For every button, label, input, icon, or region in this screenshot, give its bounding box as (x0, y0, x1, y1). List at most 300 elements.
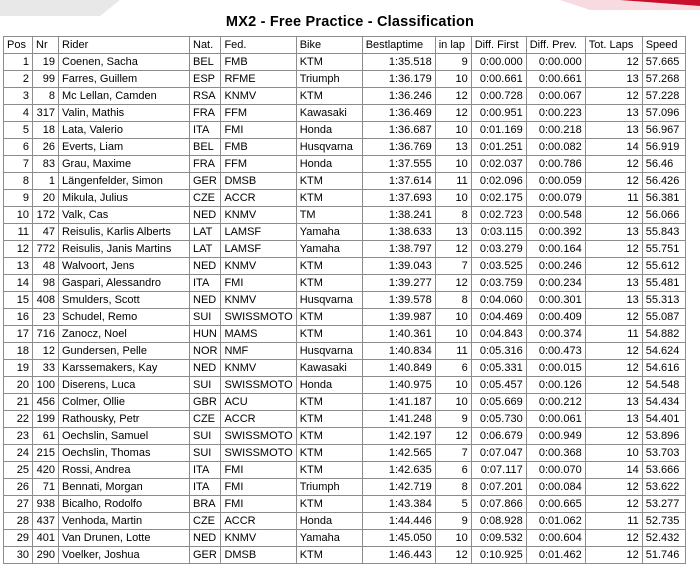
nat-cell: NOR (190, 343, 221, 360)
header-pos: Pos (4, 37, 33, 54)
nr-cell: 317 (33, 105, 59, 122)
fed-cell: KNMV (221, 292, 296, 309)
in-lap-cell: 12 (435, 241, 471, 258)
in-lap-cell: 12 (435, 547, 471, 564)
diff-prev-cell: 0:00.000 (526, 54, 585, 71)
pos-cell: 11 (4, 224, 33, 241)
in-lap-cell: 7 (435, 445, 471, 462)
tot-laps-cell: 14 (585, 462, 642, 479)
nr-cell: 100 (33, 377, 59, 394)
diff-first-cell: 0:07.201 (471, 479, 526, 496)
diff-prev-cell: 0:01.462 (526, 547, 585, 564)
table-row (4, 479, 686, 496)
in-lap-cell: 11 (435, 343, 471, 360)
speed-cell: 54.624 (642, 343, 685, 360)
nr-cell: 18 (33, 122, 59, 139)
diff-prev-cell: 0:00.548 (526, 207, 585, 224)
diff-first-cell: 0:05.457 (471, 377, 526, 394)
tot-laps-cell: 12 (585, 343, 642, 360)
diff-first-cell: 0:07.866 (471, 496, 526, 513)
fed-cell: DMSB (221, 547, 296, 564)
tot-laps-cell: 12 (585, 207, 642, 224)
table-row (4, 309, 686, 326)
fed-cell: FFM (221, 105, 296, 122)
speed-cell: 55.843 (642, 224, 685, 241)
table-row (4, 360, 686, 377)
nat-cell: SUI (190, 377, 221, 394)
page-title: MX2 - Free Practice - Classification (225, 14, 475, 30)
nr-cell: 172 (33, 207, 59, 224)
speed-cell: 56.919 (642, 139, 685, 156)
diff-first-cell: 0:07.117 (471, 462, 526, 479)
fed-cell: FMI (221, 479, 296, 496)
tot-laps-cell: 12 (585, 241, 642, 258)
fed-cell: DMSB (221, 173, 296, 190)
nat-cell: CZE (190, 411, 221, 428)
diff-prev-cell: 0:00.082 (526, 139, 585, 156)
speed-cell: 51.746 (642, 547, 685, 564)
rider-cell: Karssemakers, Kay (59, 360, 190, 377)
rider-cell: Colmer, Ollie (59, 394, 190, 411)
fed-cell: SWISSMOTO (221, 309, 296, 326)
table-row (4, 326, 686, 343)
in-lap-cell: 10 (435, 156, 471, 173)
bestlaptime-cell: 1:37.555 (362, 156, 435, 173)
bestlaptime-cell: 1:35.518 (362, 54, 435, 71)
bestlaptime-cell: 1:39.043 (362, 258, 435, 275)
in-lap-cell: 12 (435, 428, 471, 445)
bestlaptime-cell: 1:43.384 (362, 496, 435, 513)
in-lap-cell: 10 (435, 394, 471, 411)
tot-laps-cell: 12 (585, 173, 642, 190)
table-row (4, 207, 686, 224)
bike-cell: KTM (296, 411, 362, 428)
bike-cell: KTM (296, 54, 362, 71)
table-row (4, 258, 686, 275)
bike-cell: Honda (296, 377, 362, 394)
diff-prev-cell: 0:00.368 (526, 445, 585, 462)
nr-cell: 48 (33, 258, 59, 275)
fed-cell: KNMV (221, 360, 296, 377)
nat-cell: ITA (190, 122, 221, 139)
pos-cell: 27 (4, 496, 33, 513)
header-speed: Speed (642, 37, 685, 54)
table-row (4, 139, 686, 156)
diff-prev-cell: 0:00.949 (526, 428, 585, 445)
nat-cell: ITA (190, 479, 221, 496)
speed-cell: 53.896 (642, 428, 685, 445)
nr-cell: 1 (33, 173, 59, 190)
rider-cell: Grau, Maxime (59, 156, 190, 173)
pos-cell: 1 (4, 54, 33, 71)
speed-cell: 52.432 (642, 530, 685, 547)
in-lap-cell: 9 (435, 513, 471, 530)
tot-laps-cell: 12 (585, 496, 642, 513)
tot-laps-cell: 13 (585, 105, 642, 122)
rider-cell: Zanocz, Noel (59, 326, 190, 343)
table-body (4, 54, 686, 564)
nat-cell: NED (190, 292, 221, 309)
header-diff-first: Diff. First (471, 37, 526, 54)
speed-cell: 56.426 (642, 173, 685, 190)
tot-laps-cell: 14 (585, 139, 642, 156)
rider-cell: Walvoort, Jens (59, 258, 190, 275)
fed-cell: SWISSMOTO (221, 377, 296, 394)
rider-cell: Smulders, Scott (59, 292, 190, 309)
in-lap-cell: 10 (435, 71, 471, 88)
nat-cell: BEL (190, 139, 221, 156)
table-row (4, 105, 686, 122)
fed-cell: FMB (221, 54, 296, 71)
bike-cell: KTM (296, 547, 362, 564)
tot-laps-cell: 12 (585, 309, 642, 326)
rider-cell: Valk, Cas (59, 207, 190, 224)
bestlaptime-cell: 1:46.443 (362, 547, 435, 564)
diff-prev-cell: 0:00.473 (526, 343, 585, 360)
in-lap-cell: 6 (435, 360, 471, 377)
in-lap-cell: 13 (435, 139, 471, 156)
rider-cell: Diserens, Luca (59, 377, 190, 394)
diff-first-cell: 0:06.679 (471, 428, 526, 445)
rider-cell: Everts, Liam (59, 139, 190, 156)
diff-first-cell: 0:07.047 (471, 445, 526, 462)
nat-cell: ESP (190, 71, 221, 88)
nr-cell: 33 (33, 360, 59, 377)
table-row (4, 122, 686, 139)
tot-laps-cell: 12 (585, 258, 642, 275)
pos-cell: 13 (4, 258, 33, 275)
nat-cell: LAT (190, 241, 221, 258)
rider-cell: Van Drunen, Lotte (59, 530, 190, 547)
diff-prev-cell: 0:00.126 (526, 377, 585, 394)
tot-laps-cell: 12 (585, 547, 642, 564)
speed-cell: 53.703 (642, 445, 685, 462)
nr-cell: 437 (33, 513, 59, 530)
table-row (4, 462, 686, 479)
bestlaptime-cell: 1:39.578 (362, 292, 435, 309)
diff-first-cell: 0:05.316 (471, 343, 526, 360)
nr-cell: 61 (33, 428, 59, 445)
diff-prev-cell: 0:00.061 (526, 411, 585, 428)
table-row (4, 394, 686, 411)
nr-cell: 71 (33, 479, 59, 496)
diff-prev-cell: 0:00.218 (526, 122, 585, 139)
nat-cell: GBR (190, 394, 221, 411)
pos-cell: 16 (4, 309, 33, 326)
nr-cell: 215 (33, 445, 59, 462)
bike-cell: Kawasaki (296, 360, 362, 377)
nat-cell: NED (190, 530, 221, 547)
fed-cell: KNMV (221, 258, 296, 275)
pos-cell: 7 (4, 156, 33, 173)
tot-laps-cell: 11 (585, 513, 642, 530)
table-row (4, 275, 686, 292)
rider-cell: Mikula, Julius (59, 190, 190, 207)
nr-cell: 26 (33, 139, 59, 156)
nr-cell: 716 (33, 326, 59, 343)
pos-cell: 23 (4, 428, 33, 445)
rider-cell: Reisulis, Karlis Alberts (59, 224, 190, 241)
bestlaptime-cell: 1:38.797 (362, 241, 435, 258)
speed-cell: 56.066 (642, 207, 685, 224)
bestlaptime-cell: 1:44.446 (362, 513, 435, 530)
diff-first-cell: 0:04.060 (471, 292, 526, 309)
table-row (4, 88, 686, 105)
nat-cell: LAT (190, 224, 221, 241)
pos-cell: 18 (4, 343, 33, 360)
diff-prev-cell: 0:00.084 (526, 479, 585, 496)
diff-prev-cell: 0:00.070 (526, 462, 585, 479)
diff-first-cell: 0:02.037 (471, 156, 526, 173)
bestlaptime-cell: 1:40.361 (362, 326, 435, 343)
bestlaptime-cell: 1:40.975 (362, 377, 435, 394)
bike-cell: Triumph (296, 71, 362, 88)
table-row (4, 173, 686, 190)
rider-cell: Oechslin, Samuel (59, 428, 190, 445)
diff-prev-cell: 0:00.374 (526, 326, 585, 343)
bestlaptime-cell: 1:42.635 (362, 462, 435, 479)
diff-prev-cell: 0:00.786 (526, 156, 585, 173)
speed-cell: 53.277 (642, 496, 685, 513)
fed-cell: ACCR (221, 411, 296, 428)
diff-prev-cell: 0:00.164 (526, 241, 585, 258)
bike-cell: Honda (296, 513, 362, 530)
table-row (4, 241, 686, 258)
table-row (4, 224, 686, 241)
rider-cell: Gundersen, Pelle (59, 343, 190, 360)
fed-cell: KNMV (221, 530, 296, 547)
speed-cell: 55.313 (642, 292, 685, 309)
nat-cell: HUN (190, 326, 221, 343)
diff-first-cell: 0:00.661 (471, 71, 526, 88)
in-lap-cell: 10 (435, 326, 471, 343)
table-row (4, 156, 686, 173)
speed-cell: 55.751 (642, 241, 685, 258)
nat-cell: NED (190, 258, 221, 275)
tot-laps-cell: 13 (585, 411, 642, 428)
in-lap-cell: 10 (435, 377, 471, 394)
bestlaptime-cell: 1:42.197 (362, 428, 435, 445)
nr-cell: 83 (33, 156, 59, 173)
speed-cell: 56.46 (642, 156, 685, 173)
bestlaptime-cell: 1:36.179 (362, 71, 435, 88)
table-row (4, 513, 686, 530)
speed-cell: 57.665 (642, 54, 685, 71)
diff-first-cell: 0:03.525 (471, 258, 526, 275)
rider-cell: Mc Lellan, Camden (59, 88, 190, 105)
in-lap-cell: 12 (435, 88, 471, 105)
nr-cell: 408 (33, 292, 59, 309)
pos-cell: 25 (4, 462, 33, 479)
pos-cell: 28 (4, 513, 33, 530)
bestlaptime-cell: 1:38.241 (362, 207, 435, 224)
pos-cell: 9 (4, 190, 33, 207)
diff-prev-cell: 0:00.392 (526, 224, 585, 241)
rider-cell: Reisulis, Janis Martins (59, 241, 190, 258)
speed-cell: 54.616 (642, 360, 685, 377)
table-row (4, 445, 686, 462)
bike-cell: KTM (296, 445, 362, 462)
header-bike: Bike (296, 37, 362, 54)
fed-cell: SWISSMOTO (221, 445, 296, 462)
tot-laps-cell: 12 (585, 156, 642, 173)
bestlaptime-cell: 1:42.719 (362, 479, 435, 496)
diff-prev-cell: 0:00.234 (526, 275, 585, 292)
rider-cell: Voelker, Joshua (59, 547, 190, 564)
pos-cell: 3 (4, 88, 33, 105)
diff-first-cell: 0:05.331 (471, 360, 526, 377)
diff-prev-cell: 0:00.015 (526, 360, 585, 377)
nat-cell: ITA (190, 462, 221, 479)
pos-cell: 15 (4, 292, 33, 309)
in-lap-cell: 6 (435, 462, 471, 479)
header-in-lap: in lap (435, 37, 471, 54)
fed-cell: FFM (221, 156, 296, 173)
tot-laps-cell: 13 (585, 122, 642, 139)
speed-cell: 56.381 (642, 190, 685, 207)
fed-cell: ACCR (221, 513, 296, 530)
rider-cell: Valin, Mathis (59, 105, 190, 122)
in-lap-cell: 7 (435, 258, 471, 275)
rider-cell: Bennati, Morgan (59, 479, 190, 496)
in-lap-cell: 11 (435, 173, 471, 190)
table-row (4, 343, 686, 360)
pos-cell: 14 (4, 275, 33, 292)
fed-cell: MAMS (221, 326, 296, 343)
speed-cell: 57.228 (642, 88, 685, 105)
diff-first-cell: 0:02.175 (471, 190, 526, 207)
bestlaptime-cell: 1:36.687 (362, 122, 435, 139)
nat-cell: ITA (190, 275, 221, 292)
pos-cell: 22 (4, 411, 33, 428)
speed-cell: 56.967 (642, 122, 685, 139)
fed-cell: KNMV (221, 88, 296, 105)
in-lap-cell: 8 (435, 292, 471, 309)
diff-first-cell: 0:04.469 (471, 309, 526, 326)
speed-cell: 55.612 (642, 258, 685, 275)
tot-laps-cell: 12 (585, 88, 642, 105)
bestlaptime-cell: 1:41.248 (362, 411, 435, 428)
rider-cell: Oechslin, Thomas (59, 445, 190, 462)
nr-cell: 47 (33, 224, 59, 241)
speed-cell: 53.622 (642, 479, 685, 496)
tot-laps-cell: 13 (585, 71, 642, 88)
nat-cell: NED (190, 360, 221, 377)
rider-cell: Rathousky, Petr (59, 411, 190, 428)
bike-cell: KTM (296, 275, 362, 292)
header-rider: Rider (59, 37, 190, 54)
tot-laps-cell: 11 (585, 326, 642, 343)
fed-cell: KNMV (221, 207, 296, 224)
diff-first-cell: 0:00.951 (471, 105, 526, 122)
nr-cell: 19 (33, 54, 59, 71)
nat-cell: BRA (190, 496, 221, 513)
diff-prev-cell: 0:00.661 (526, 71, 585, 88)
pos-cell: 21 (4, 394, 33, 411)
bike-cell: Yamaha (296, 241, 362, 258)
diff-first-cell: 0:00.728 (471, 88, 526, 105)
diff-prev-cell: 0:00.059 (526, 173, 585, 190)
table-row (4, 496, 686, 513)
pos-cell: 29 (4, 530, 33, 547)
nr-cell: 98 (33, 275, 59, 292)
in-lap-cell: 8 (435, 207, 471, 224)
diff-first-cell: 0:00.000 (471, 54, 526, 71)
nat-cell: FRA (190, 105, 221, 122)
fed-cell: FMI (221, 122, 296, 139)
bike-cell: KTM (296, 173, 362, 190)
in-lap-cell: 8 (435, 479, 471, 496)
fed-cell: LAMSF (221, 224, 296, 241)
pos-cell: 26 (4, 479, 33, 496)
nr-cell: 8 (33, 88, 59, 105)
nr-cell: 199 (33, 411, 59, 428)
classification-table (3, 36, 686, 564)
nat-cell: BEL (190, 54, 221, 71)
table-row (4, 71, 686, 88)
fed-cell: RFME (221, 71, 296, 88)
nr-cell: 456 (33, 394, 59, 411)
diff-prev-cell: 0:00.067 (526, 88, 585, 105)
pos-cell: 19 (4, 360, 33, 377)
tot-laps-cell: 10 (585, 445, 642, 462)
header-bestlaptime: Bestlaptime (362, 37, 435, 54)
pos-cell: 2 (4, 71, 33, 88)
fed-cell: LAMSF (221, 241, 296, 258)
speed-cell: 53.666 (642, 462, 685, 479)
diff-first-cell: 0:03.115 (471, 224, 526, 241)
bike-cell: KTM (296, 462, 362, 479)
diff-first-cell: 0:10.925 (471, 547, 526, 564)
bike-cell: Yamaha (296, 530, 362, 547)
rider-cell: Rossi, Andrea (59, 462, 190, 479)
bestlaptime-cell: 1:45.050 (362, 530, 435, 547)
bestlaptime-cell: 1:37.693 (362, 190, 435, 207)
bike-cell: KTM (296, 258, 362, 275)
rider-cell: Schudel, Remo (59, 309, 190, 326)
diff-first-cell: 0:02.096 (471, 173, 526, 190)
bike-cell: Kawasaki (296, 105, 362, 122)
tot-laps-cell: 13 (585, 275, 642, 292)
diff-prev-cell: 0:00.604 (526, 530, 585, 547)
in-lap-cell: 10 (435, 309, 471, 326)
bestlaptime-cell: 1:37.614 (362, 173, 435, 190)
pos-cell: 10 (4, 207, 33, 224)
pos-cell: 30 (4, 547, 33, 564)
tot-laps-cell: 13 (585, 224, 642, 241)
header-diff-prev: Diff. Prev. (526, 37, 585, 54)
tot-laps-cell: 12 (585, 479, 642, 496)
bestlaptime-cell: 1:40.849 (362, 360, 435, 377)
in-lap-cell: 9 (435, 411, 471, 428)
nat-cell: RSA (190, 88, 221, 105)
bike-cell: Honda (296, 156, 362, 173)
bike-cell: KTM (296, 309, 362, 326)
pos-cell: 12 (4, 241, 33, 258)
diff-first-cell: 0:05.669 (471, 394, 526, 411)
rider-cell: Längenfelder, Simon (59, 173, 190, 190)
bestlaptime-cell: 1:39.987 (362, 309, 435, 326)
in-lap-cell: 9 (435, 54, 471, 71)
diff-first-cell: 0:04.843 (471, 326, 526, 343)
fed-cell: FMI (221, 462, 296, 479)
rider-cell: Venhoda, Martin (59, 513, 190, 530)
bestlaptime-cell: 1:36.469 (362, 105, 435, 122)
bike-cell: KTM (296, 428, 362, 445)
diff-first-cell: 0:09.532 (471, 530, 526, 547)
pos-cell: 24 (4, 445, 33, 462)
tot-laps-cell: 11 (585, 190, 642, 207)
